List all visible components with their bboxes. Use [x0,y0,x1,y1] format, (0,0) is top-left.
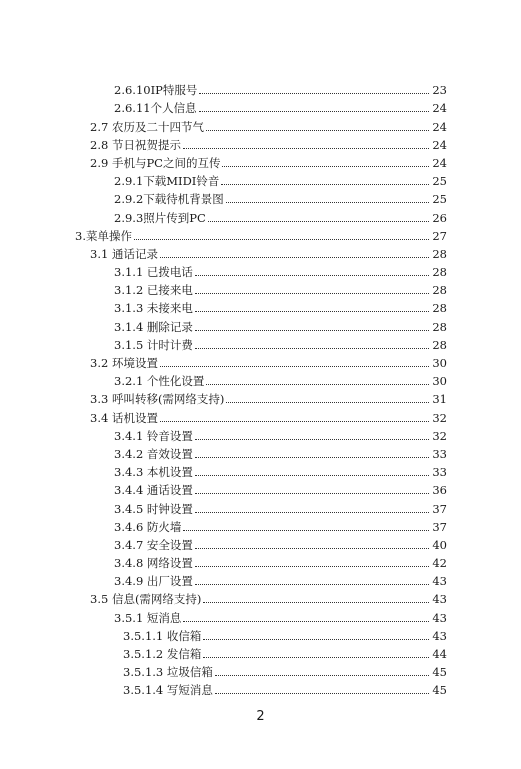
toc-entry-label: 3.4.8 网络设置 [114,556,193,571]
toc-entry-page: 28 [432,265,447,280]
toc-entry-page: 32 [432,410,447,425]
toc-entry[interactable] [0,97,521,115]
toc-entry-label: 2.6.11个人信息 [114,101,197,116]
toc-entry[interactable] [0,79,521,97]
toc-entry-label: 2.9 手机与PC之间的互传 [90,155,221,170]
toc-leader-dots [160,366,429,367]
toc-entry-label: 3.4.7 安全设置 [114,537,193,552]
toc-entry-label: 2.9.2下载待机背景图 [114,192,224,207]
toc-entry-label: 3.4.1 铃音设置 [114,428,193,443]
toc-entry-page: 43 [432,592,447,607]
toc-leader-dots [195,293,429,294]
table-of-contents [0,79,521,697]
toc-entry-label: 3.4 话机设置 [90,410,158,425]
toc-entry[interactable] [0,352,521,370]
toc-entry-label: 3.4.2 音效设置 [114,446,193,461]
toc-entry-page: 23 [432,83,447,98]
toc-entry-page: 33 [432,465,447,480]
toc-entry-label: 3.4.3 本机设置 [114,465,193,480]
toc-entry-page: 30 [432,374,447,389]
toc-entry[interactable] [0,388,521,406]
toc-leader-dots [222,166,429,167]
toc-entry-label: 2.9.1下载MIDI铃音 [114,174,220,189]
toc-entry-page: 45 [432,683,447,698]
toc-entry-page: 32 [432,428,447,443]
toc-entry[interactable] [0,188,521,206]
toc-entry-page: 37 [432,501,447,516]
toc-entry[interactable] [0,661,521,679]
toc-leader-dots [203,657,429,658]
toc-entry[interactable] [0,552,521,570]
toc-entry[interactable] [0,406,521,424]
toc-entry-page: 45 [432,665,447,680]
toc-leader-dots [195,439,429,440]
toc-entry[interactable] [0,643,521,661]
toc-entry-label: 3.2 环境设置 [90,356,158,370]
toc-entry-label: 3.1 通话记录 [90,246,158,261]
toc-entry-label: 3.1.2 已接来电 [114,283,193,298]
toc-entry-label: 3.4.5 时钟设置 [114,501,193,516]
toc-entry-page: 24 [432,137,447,152]
toc-entry[interactable] [0,516,521,534]
toc-leader-dots [206,384,429,385]
toc-entry[interactable] [0,479,521,497]
toc-entry[interactable] [0,152,521,170]
toc-leader-dots [195,566,429,567]
toc-leader-dots [195,548,429,549]
toc-leader-dots [215,675,429,676]
toc-entry[interactable] [0,497,521,515]
toc-entry-page: 43 [432,574,447,589]
toc-entry-page: 33 [432,446,447,461]
toc-leader-dots [195,475,429,476]
toc-leader-dots [195,512,429,513]
toc-entry[interactable] [0,261,521,279]
toc-entry-page: 26 [432,210,447,225]
toc-leader-dots [226,402,429,403]
toc-leader-dots [206,130,429,131]
toc-entry-label: 2.7 农历及二十四节气 [90,119,204,134]
toc-entry-label: 3.1.1 已拨电话 [114,265,193,280]
toc-entry[interactable] [0,461,521,479]
toc-entry[interactable] [0,425,521,443]
toc-entry-page: 28 [432,319,447,334]
toc-entry[interactable] [0,370,521,388]
toc-entry-label: 3.5.1.4 写短消息 [123,683,213,698]
toc-leader-dots [199,111,429,112]
toc-entry[interactable] [0,606,521,624]
toc-leader-dots [160,257,429,258]
toc-entry[interactable] [0,625,521,643]
toc-entry-page: 44 [432,647,447,661]
toc-entry[interactable] [0,297,521,315]
toc-entry-page: 43 [432,610,447,625]
toc-entry[interactable] [0,534,521,552]
toc-entry-page: 28 [432,301,447,316]
toc-entry-page: 28 [432,337,447,352]
toc-entry-label: 3.1.5 计时计费 [114,337,193,352]
toc-entry-page: 43 [432,628,447,643]
toc-entry[interactable] [0,243,521,261]
toc-entry[interactable] [0,206,521,224]
toc-entry[interactable] [0,279,521,297]
toc-entry-label: 3.5 信息(需网络支持) [90,592,202,607]
toc-leader-dots [208,221,429,222]
toc-entry-page: 24 [432,119,447,134]
toc-entry-label: 2.6.10IP特服号 [114,83,198,98]
toc-entry-page: 28 [432,283,447,298]
toc-leader-dots [215,693,429,694]
toc-entry-label: 3.4.6 防火墙 [114,519,182,534]
toc-entry-label: 2.9.3照片传到PC [114,210,206,225]
toc-entry-label: 3.4.4 通话设置 [114,483,193,498]
toc-entry[interactable] [0,315,521,333]
toc-leader-dots [160,421,429,422]
toc-leader-dots [195,275,429,276]
toc-leader-dots [183,530,429,531]
toc-entry-page: 27 [432,228,447,243]
toc-entry-page: 37 [432,519,447,534]
toc-leader-dots [183,621,429,622]
toc-leader-dots [195,457,429,458]
toc-entry-page: 24 [432,155,447,170]
toc-entry[interactable] [0,225,521,243]
toc-entry-label: 3.1.3 未接来电 [114,301,193,316]
toc-entry[interactable] [0,134,521,152]
toc-entry[interactable] [0,588,521,606]
toc-leader-dots [183,148,429,149]
toc-entry-page: 30 [432,356,447,370]
toc-leader-dots [195,348,429,349]
toc-leader-dots [221,184,429,185]
toc-entry-page: 40 [432,537,447,552]
toc-entry[interactable] [0,679,521,697]
toc-entry[interactable] [0,170,521,188]
toc-entry-page: 31 [432,392,447,407]
toc-leader-dots [226,202,429,203]
toc-entry-label: 3.5.1.2 发信箱 [123,647,202,661]
toc-entry-label: 3.1.4 删除记录 [114,319,193,334]
toc-entry-page: 42 [432,556,447,571]
toc-entry-page: 24 [432,101,447,116]
toc-leader-dots [203,639,429,640]
toc-leader-dots [195,584,429,585]
toc-leader-dots [203,602,429,603]
toc-entry-page: 25 [432,192,447,207]
toc-entry[interactable] [0,334,521,352]
toc-entry[interactable] [0,443,521,461]
toc-entry-label: 3.5.1.1 收信箱 [123,628,202,643]
toc-leader-dots [195,493,429,494]
toc-entry[interactable] [0,570,521,588]
toc-entry-label: 3.4.9 出厂设置 [114,574,193,589]
toc-entry-label: 3.2.1 个性化设置 [114,374,205,389]
toc-entry-page: 25 [432,174,447,189]
toc-entry-label: 3.5.1 短消息 [114,610,182,625]
toc-entry-label: 3.3 呼叫转移(需网络支持) [90,392,225,407]
toc-leader-dots [195,330,429,331]
page-number: 2 [256,709,265,724]
toc-entry-label: 3.5.1.3 垃圾信箱 [123,665,213,680]
toc-leader-dots [199,93,429,94]
toc-entry-label: 2.8 节日祝贺提示 [90,137,181,152]
toc-entry-page: 28 [432,246,447,261]
toc-entry[interactable] [0,115,521,133]
toc-leader-dots [195,311,429,312]
toc-entry-page: 36 [432,483,447,498]
toc-entry-label: 3.菜单操作 [75,228,132,243]
toc-leader-dots [134,239,429,240]
